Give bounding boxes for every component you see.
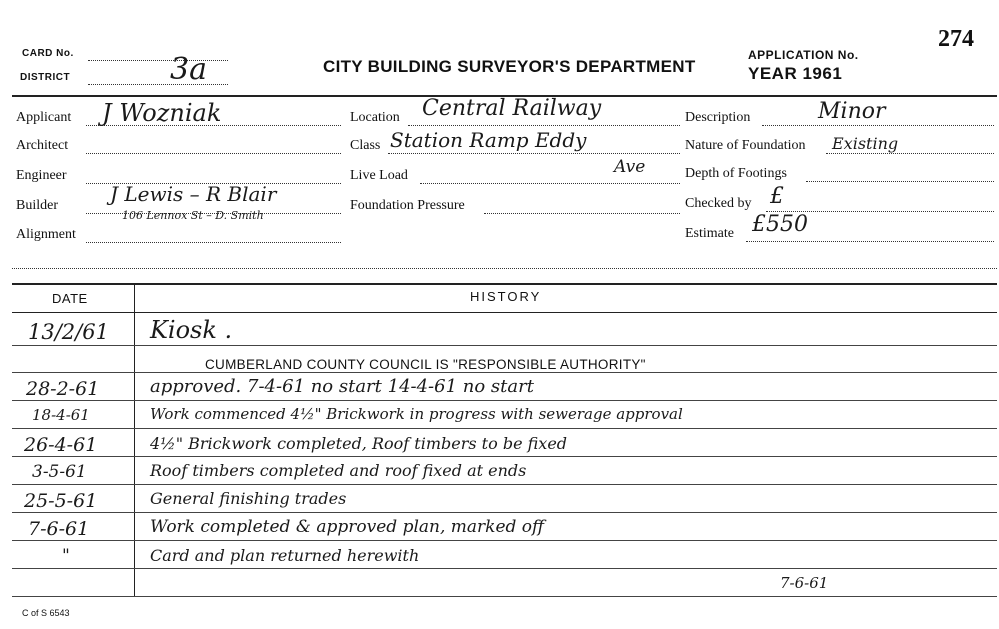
history-row-date: " xyxy=(62,546,70,566)
history-column-header: HISTORY xyxy=(470,289,542,304)
nature-of-foundation-value: Existing xyxy=(832,134,899,153)
checked-by-label: Checked by xyxy=(685,196,752,211)
history-row-text: Kiosk . xyxy=(150,316,233,344)
checked-by-value: £ xyxy=(770,184,784,209)
district-label: DISTRICT xyxy=(20,72,71,83)
description-value: Minor xyxy=(818,99,886,124)
nature-of-foundation-label: Nature of Foundation xyxy=(685,138,806,153)
history-row-date: 18-4-61 xyxy=(32,406,90,424)
architect-label: Architect xyxy=(16,138,69,153)
estimate-value: £550 xyxy=(752,212,808,237)
class-value-continued: Ave xyxy=(614,157,646,177)
history-row-text: Work completed & approved plan, marked off xyxy=(150,517,545,537)
history-row-date: 3-5-61 xyxy=(32,462,87,482)
history-row-text: Work commenced 4½" Brickwork in progress with sewerage approval xyxy=(150,405,683,423)
applicant-value: J Wozniak xyxy=(102,99,222,127)
history-row-date: 7-6-61 xyxy=(28,518,90,540)
history-row-date: 28-2-61 xyxy=(26,378,100,400)
history-row-date: 25-5-61 xyxy=(24,490,98,512)
year-label: YEAR 1961 xyxy=(748,64,843,83)
history-row-date: 26-4-61 xyxy=(24,434,98,456)
engineer-label: Engineer xyxy=(16,168,67,183)
history-row-date: 13/2/61 xyxy=(28,320,109,344)
builder-address: 106 Lennox St – D. Smith xyxy=(122,209,264,222)
history-row-text: approved. 7-4-61 no start 14-4-61 no start xyxy=(150,376,534,397)
signature-date: 7-6-61 xyxy=(780,574,829,592)
application-number: 274 xyxy=(938,26,974,52)
foundation-pressure-label: Foundation Pressure xyxy=(350,198,465,213)
location-value: Central Railway xyxy=(422,96,602,121)
applicant-label: Applicant xyxy=(16,110,72,125)
date-column-header: DATE xyxy=(52,291,88,306)
location-label: Location xyxy=(350,110,400,125)
department-title: CITY BUILDING SURVEYOR'S DEPARTMENT xyxy=(323,57,696,76)
history-row-text: General finishing trades xyxy=(150,489,347,508)
builder-value: J Lewis – R Blair xyxy=(110,182,277,206)
form-number: C of S 6543 xyxy=(22,608,70,618)
live-load-label: Live Load xyxy=(350,168,408,183)
card-no-label: CARD No. xyxy=(22,48,74,59)
estimate-label: Estimate xyxy=(685,226,734,241)
authority-stamp: CUMBERLAND COUNTY COUNCIL IS "RESPONSIBLE AUTHORITY" xyxy=(205,357,646,372)
description-label: Description xyxy=(685,110,751,125)
history-row-text: 4½" Brickwork completed, Roof timbers to be fixed xyxy=(150,434,568,453)
builder-label: Builder xyxy=(16,198,58,213)
depth-of-footings-label: Depth of Footings xyxy=(685,166,787,181)
history-row-text: Roof timbers completed and roof fixed at ends xyxy=(150,461,527,480)
class-value: Station Ramp Eddy xyxy=(390,128,587,152)
district-value: 3a xyxy=(170,52,207,87)
class-label: Class xyxy=(350,138,381,153)
alignment-label: Alignment xyxy=(16,227,76,242)
application-label: APPLICATION No. xyxy=(748,48,859,62)
history-row-text: Card and plan returned herewith xyxy=(150,546,420,565)
